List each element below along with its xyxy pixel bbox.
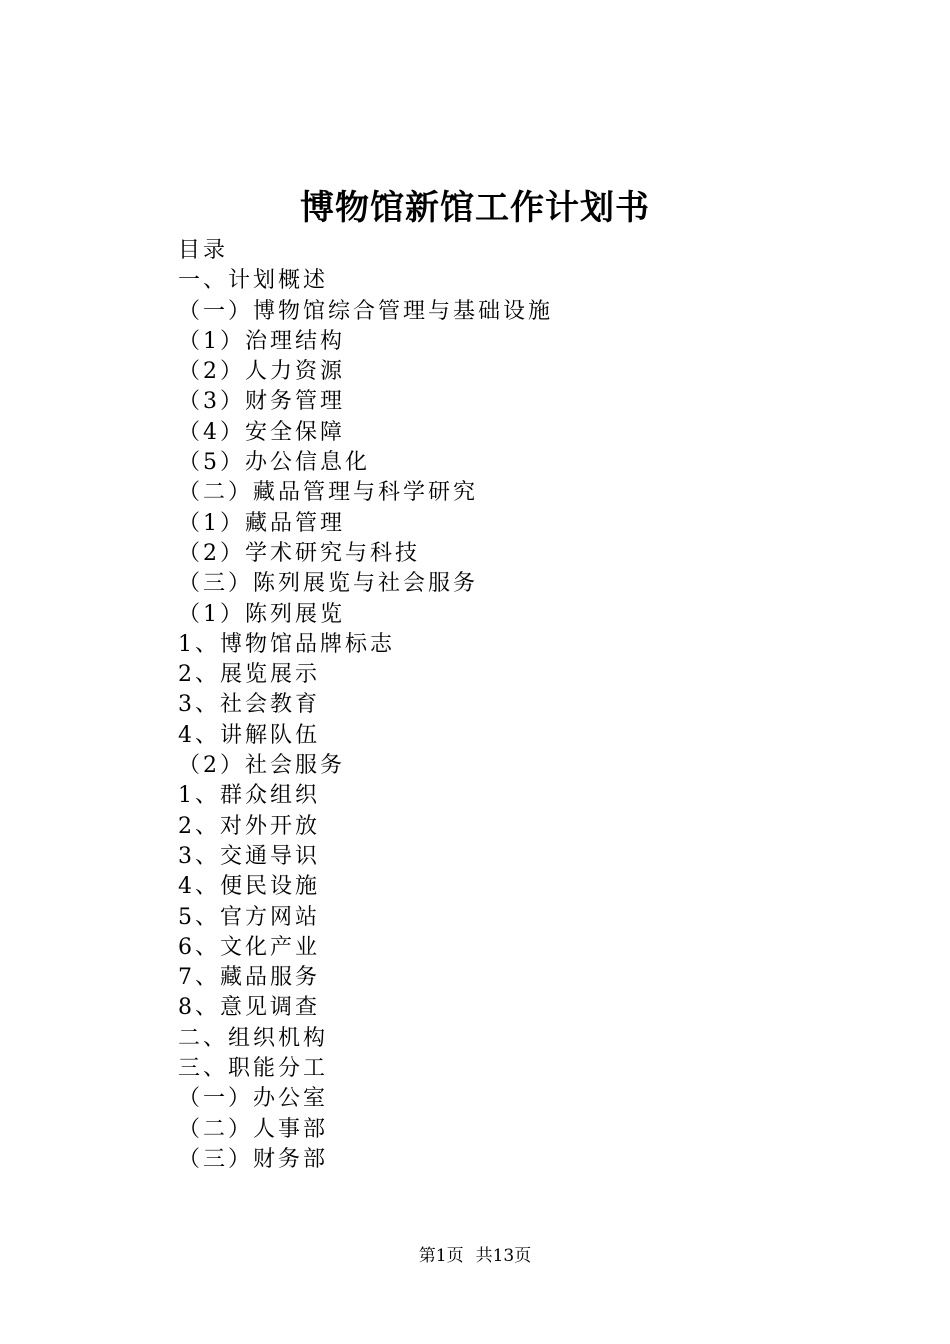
- toc-item: （1）陈列展览: [178, 601, 345, 627]
- toc-item: 三、职能分工: [178, 1056, 329, 1082]
- toc-item: （2）学术研究与科技: [178, 540, 420, 566]
- toc-item: 2、展览展示: [178, 662, 320, 688]
- toc-item: （二）藏品管理与科学研究: [178, 480, 479, 506]
- toc-item: 7、藏品服务: [178, 965, 320, 991]
- page-number: 第1页: [418, 1246, 464, 1266]
- table-of-contents: [178, 236, 828, 1175]
- toc-item: （二）人事部: [178, 1116, 329, 1142]
- toc-heading: 目录: [178, 238, 229, 263]
- toc-item: （3）财务管理: [178, 389, 345, 415]
- toc-item: 4、讲解队伍: [178, 722, 320, 748]
- toc-item: （1）治理结构: [178, 328, 345, 354]
- toc-item: 6、文化产业: [178, 934, 320, 960]
- toc-item: （4）安全保障: [178, 419, 345, 445]
- toc-item: （一）博物馆综合管理与基础设施: [178, 298, 554, 324]
- toc-item: 一、计划概述: [178, 268, 329, 294]
- toc-item: 5、官方网站: [178, 904, 320, 930]
- toc-item: 1、博物馆品牌标志: [178, 631, 395, 657]
- toc-item: （一）办公室: [178, 1086, 329, 1112]
- toc-item: 3、交通导识: [178, 843, 320, 869]
- toc-item: （三）陈列展览与社会服务: [178, 571, 479, 597]
- toc-item: （2）人力资源: [178, 359, 345, 385]
- page-total: 共13页: [475, 1246, 532, 1266]
- toc-item: （2）社会服务: [178, 753, 345, 779]
- document-title: 博物馆新馆工作计划书: [300, 188, 650, 228]
- toc-item: 二、组织机构: [178, 1025, 329, 1051]
- toc-item: 8、意见调查: [178, 995, 320, 1021]
- toc-item: 2、对外开放: [178, 813, 320, 839]
- toc-item: 4、便民设施: [178, 874, 320, 900]
- toc-item: 3、社会教育: [178, 692, 320, 718]
- toc-item: （5）办公信息化: [178, 450, 370, 476]
- toc-item: （1）藏品管理: [178, 510, 345, 536]
- toc-item: 1、群众组织: [178, 783, 320, 809]
- page-footer: [0, 1244, 950, 1268]
- toc-item: （三）财务部: [178, 1146, 329, 1172]
